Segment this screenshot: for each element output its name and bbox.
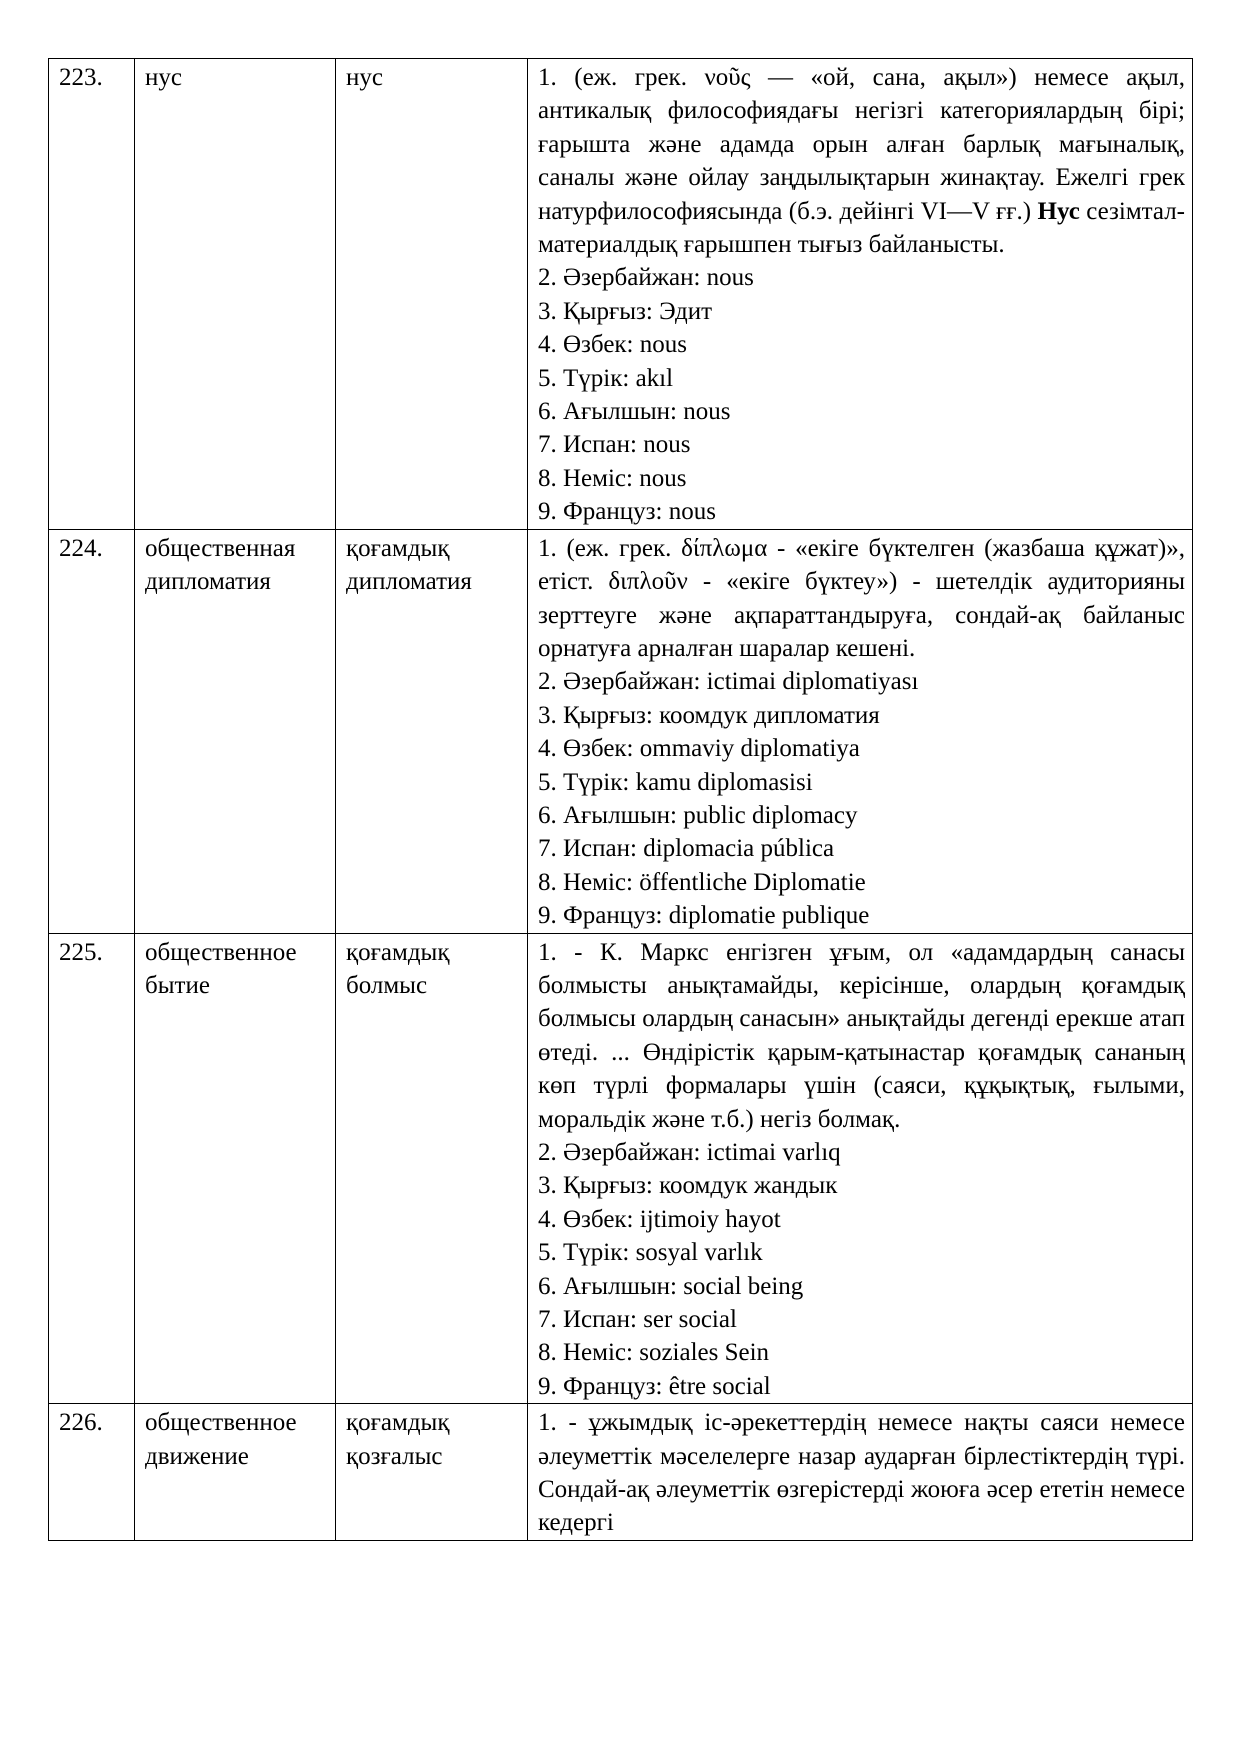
translation-line: [538, 328, 1185, 361]
translation-value: diplomatie publique: [668, 902, 870, 930]
term-russian: нус: [135, 59, 336, 530]
translation-language: 9. Француз:: [538, 902, 669, 930]
translation-line: [538, 699, 1185, 732]
definition-cell: [528, 933, 1193, 1404]
translation-line: [538, 1236, 1185, 1269]
translation-value: ser social: [643, 1306, 737, 1334]
translation-value: ommaviy diplomatiya: [639, 735, 860, 763]
translation-line: [538, 495, 1185, 528]
term-kazakh: қоғамдық болмыс: [336, 933, 528, 1404]
definition-main: 1. (еж. грек. δίπλωμα - «екіге бүктелген (жазбаша құжат)», етіст. διπλοῦν - «екіге бүктеу») - шетелдік аудиторияны зерттеуге және ақпараттандыруға, сондай-ақ байланыс орнатуға арналған шаралар кешені.: [538, 534, 1185, 662]
translation-language: 8. Неміс:: [538, 1339, 640, 1367]
translation-language: 4. Өзбек:: [538, 735, 640, 763]
table-row: [49, 529, 1193, 933]
translation-language: 5. Түрік:: [538, 768, 636, 796]
table-row: [49, 59, 1193, 530]
translation-language: 5. Түрік:: [538, 1239, 636, 1267]
translation-value: nous: [668, 498, 716, 526]
translation-language: 8. Неміс:: [538, 868, 640, 896]
translation-line: [538, 1169, 1185, 1202]
translation-language: 6. Ағылшын:: [538, 1272, 684, 1300]
translation-language: 6. Ағылшын:: [538, 398, 684, 426]
table-row: [49, 1404, 1193, 1541]
translation-language: 2. Әзербайжан:: [538, 264, 707, 292]
translation-language: 6. Ағылшын:: [538, 801, 684, 829]
translation-line: [538, 362, 1185, 395]
definition-bold-term: Нус: [1037, 197, 1080, 225]
term-russian: общественное бытие: [135, 933, 336, 1404]
definition-text: [538, 936, 1185, 1136]
translation-value: être social: [668, 1372, 771, 1400]
term-russian: общественное движение: [135, 1404, 336, 1541]
translation-line: [538, 1336, 1185, 1369]
translation-value: ictimai diplomatiyası: [706, 668, 919, 696]
translation-language: 4. Өзбек:: [538, 331, 640, 359]
definition-tail: сезімтал-материалдық ғарышпен тығыз байланысты.: [538, 197, 1186, 259]
translation-language: 2. Әзербайжан:: [538, 668, 707, 696]
translation-language: 5. Түрік:: [538, 364, 636, 392]
translation-language: 7. Испан:: [538, 1306, 644, 1334]
translation-line: [538, 766, 1185, 799]
translation-value: öffentliche Diplomatie: [639, 868, 866, 896]
translation-value: коомдук дипломатия: [659, 701, 880, 729]
translation-language: 2. Әзербайжан:: [538, 1139, 707, 1166]
term-kazakh: нус: [336, 59, 528, 530]
translation-value: ijtimoiy hayot: [639, 1205, 781, 1233]
translation-line: [538, 1270, 1185, 1303]
translation-language: 9. Француз:: [538, 1372, 669, 1400]
term-kazakh: қоғамдық дипломатия: [336, 529, 528, 933]
glossary-table: [48, 58, 1193, 1541]
definition-main: 1. (еж. грек. νοῦς — «ой, сана, ақыл») немесе ақыл, антикалық философиядағы негізгі категориялардың бірі; ғарышта және адамда орын алған барлық мағыналық, саналы және ойлау заңдылықтарын жинақтау. Ежелгі грек натурфилософиясында (б.э. дейінгі VI—V ғғ.): [538, 64, 1185, 225]
translation-line: [538, 428, 1185, 461]
translation-line: [538, 395, 1185, 428]
translation-value: kamu diplomasisi: [635, 768, 813, 796]
translation-value: sosyal varlık: [635, 1239, 763, 1267]
definition-text: [538, 532, 1185, 666]
translation-value: nous: [639, 464, 687, 492]
definition-cell: [528, 529, 1193, 933]
definition-text: [538, 61, 1185, 261]
translation-line: [538, 1203, 1185, 1236]
translation-language: 7. Испан:: [538, 835, 644, 863]
definition-main: 1. - ұжымдық іс-әрекеттердің немесе нақты саяси немесе әлеуметтік мәселелерге назар аударған бірлестіктердің түрі. Сондай-ақ әлеуметтік өзгерістерді жоюға әсер ететін немесе кедергі: [538, 1409, 1185, 1537]
translation-line: [538, 866, 1185, 899]
translation-line: [538, 1303, 1185, 1336]
translation-line: [538, 799, 1185, 832]
translation-line: [538, 899, 1185, 932]
translation-line: [538, 1370, 1185, 1403]
translation-value: Эдит: [659, 297, 712, 325]
definition-cell: [528, 1404, 1193, 1541]
translation-language: 3. Қырғыз:: [538, 701, 660, 729]
translation-value: nous: [706, 264, 754, 292]
translation-line: [538, 1136, 1185, 1169]
entry-number: 225.: [49, 933, 135, 1404]
translation-language: 7. Испан:: [538, 431, 644, 459]
entry-number: 224.: [49, 529, 135, 933]
translation-line: [538, 732, 1185, 765]
translation-language: 3. Қырғыз:: [538, 1172, 660, 1200]
translation-value: ictimai varlıq: [706, 1139, 841, 1166]
definition-cell: [528, 59, 1193, 530]
translation-value: nous: [683, 398, 731, 426]
translation-line: [538, 665, 1185, 698]
translation-line: [538, 832, 1185, 865]
translation-line: [538, 295, 1185, 328]
term-kazakh: қоғамдық қозғалыс: [336, 1404, 528, 1541]
entry-number: 223.: [49, 59, 135, 530]
definition-text: [538, 1406, 1185, 1540]
glossary-body: [49, 59, 1193, 1541]
table-row: [49, 933, 1193, 1404]
translation-value: коомдук жандык: [659, 1172, 838, 1200]
translation-line: [538, 462, 1185, 495]
definition-main: 1. - К. Маркс енгізген ұғым, ол «адамдардың санасы болмысты анықтамайды, керісінше, олардың қоғамдық болмысы олардың санасын» анықтайды дегенді ерекше атап өтеді. ... Өндірістік қарым-қатынастар қоғамдық сананың көп түрлі формалары үшін (саяси, құқықтық, ғылыми, моральдік және т.б.) негіз болмақ.: [538, 938, 1185, 1133]
translation-language: 8. Неміс:: [538, 464, 640, 492]
translation-value: nous: [639, 331, 687, 359]
translation-language: 3. Қырғыз:: [538, 297, 660, 325]
translation-language: 4. Өзбек:: [538, 1205, 640, 1233]
translation-line: [538, 261, 1185, 294]
entry-number: 226.: [49, 1404, 135, 1541]
translation-language: 9. Француз:: [538, 498, 669, 526]
translation-value: nous: [643, 431, 691, 459]
term-russian: общественная дипломатия: [135, 529, 336, 933]
translation-value: social being: [683, 1272, 804, 1300]
translation-value: diplomacia pública: [643, 835, 835, 863]
translation-value: public diplomacy: [683, 801, 858, 829]
translation-value: akıl: [635, 364, 674, 392]
translation-value: soziales Sein: [639, 1339, 770, 1367]
